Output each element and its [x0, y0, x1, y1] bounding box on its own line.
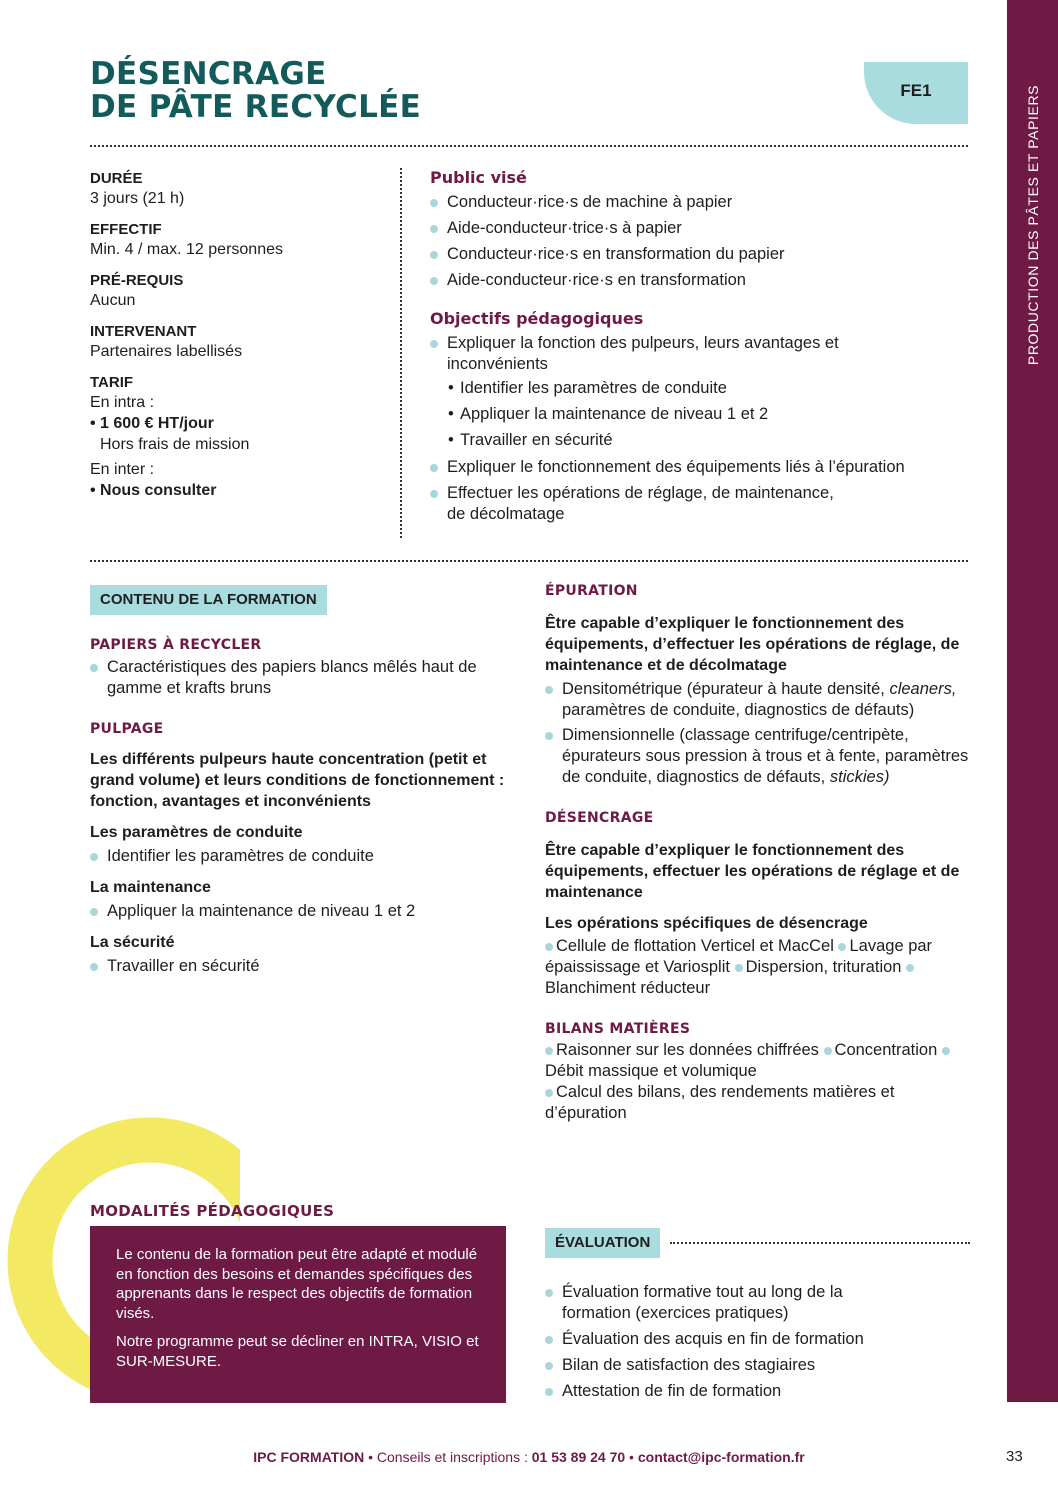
securite-list: [90, 956, 510, 977]
divider-top: [90, 145, 968, 147]
desencrage-heading: DÉSENCRAGE: [545, 810, 654, 826]
tarif-intra: En intra :: [90, 394, 155, 411]
evaluation-list: [545, 1282, 970, 1402]
evaluation-section: [545, 1228, 970, 1402]
footer-separator: •: [625, 1449, 638, 1465]
bullet-dot: [545, 1089, 553, 1097]
tarif-intra-price: • 1 600 € HT/jour: [90, 415, 214, 432]
prerequis-label: PRÉ-REQUIS: [90, 272, 184, 289]
inline-item: Débit massique et volumique: [545, 1062, 757, 1080]
papiers-heading: PAPIERS À RECYCLER: [90, 637, 262, 653]
list-item: [545, 725, 970, 788]
epuration-item-2a: Dimensionnelle (classage centrifuge/centripète, épurateurs sous pression à trous et à fente, paramètres de conduite, diagnostics de défauts,: [562, 726, 969, 786]
intervenant-label: INTERVENANT: [90, 323, 197, 340]
maintenance-list: [90, 901, 510, 922]
contenu-section: [90, 585, 510, 977]
title-line-1: DÉSENCRAGE: [90, 56, 327, 92]
tarif-inter: En inter :: [90, 461, 155, 478]
modalites-heading: MODALITÉS PÉDAGOGIQUES: [90, 1202, 335, 1220]
contenu-pill: CONTENU DE LA FORMATION: [90, 585, 327, 615]
footer-email[interactable]: contact@ipc-formation.fr: [637, 1449, 805, 1465]
bullet-dot: [906, 964, 914, 972]
list-item: Expliquer le fonctionnement des équipements liés à l’épuration: [430, 457, 990, 478]
epuration-item-1-italic: cleaners,: [889, 680, 957, 698]
epuration-list: [545, 679, 970, 788]
objectif-3-line1: Effectuer les opérations de réglage, de maintenance,: [447, 484, 834, 502]
objectifs-sub-list: [448, 375, 990, 453]
list-item: Travailler en sécurité: [90, 956, 510, 977]
objectifs-list: [430, 333, 920, 375]
list-item: Attestation de fin de formation: [545, 1381, 970, 1402]
modalites-para-2: Notre programme peut se décliner en INTRA, VISIO et SUR-MESURE.: [116, 1333, 479, 1370]
side-category-band: [1007, 0, 1058, 1402]
pulpage-heading: PULPAGE: [90, 721, 164, 737]
public-list: [430, 192, 990, 291]
effectif-label: EFFECTIF: [90, 221, 162, 238]
page-number: 33: [1006, 1448, 1023, 1465]
list-item: Aide-conducteur·trice·s à papier: [430, 218, 990, 239]
course-code-tab: [864, 62, 968, 124]
securite-heading: La sécurité: [90, 934, 175, 951]
list-item: Caractéristiques des papiers blancs mêlés haut de gamme et krafts bruns: [90, 657, 510, 699]
epuration-item-1a: Densitométrique (épurateur à haute densité,: [562, 680, 885, 698]
effectif-value: Min. 4 / max. 12 personnes: [90, 241, 283, 258]
page-title: [90, 58, 421, 124]
side-category-label: PRODUCTION DES PÂTES ET PAPIERS: [1024, 84, 1041, 366]
papiers-list: [90, 657, 510, 699]
objectifs-heading: Objectifs pédagogiques: [430, 309, 644, 328]
public-heading: Public visé: [430, 168, 527, 187]
list-item: Évaluation formative tout au long de la formation (exercices pratiques): [545, 1282, 882, 1324]
sub-item: • Appliquer la maintenance de niveau 1 et 2: [448, 401, 990, 427]
inline-item: Calcul des bilans, des rendements matières et d’épuration: [545, 1083, 895, 1122]
list-item: Conducteur·rice·s en transformation du papier: [430, 244, 990, 265]
inline-item: Dispersion, trituration: [745, 958, 902, 976]
list-item: Aide-conducteur·rice·s en transformation: [430, 270, 990, 291]
modalites-box: [90, 1226, 506, 1403]
footer-text: • Conseils et inscriptions :: [364, 1449, 532, 1465]
public-section: [430, 168, 990, 525]
duree-label: DURÉE: [90, 170, 143, 187]
conduite-list: [90, 846, 510, 867]
bilans-heading: BILANS MATIÈRES: [545, 1021, 691, 1037]
epuration-heading: ÉPURATION: [545, 583, 638, 599]
list-item: [430, 483, 990, 525]
bilans-inline-list: [545, 1040, 970, 1124]
epuration-description: Être capable d’expliquer le fonctionnement des équipements, d’effectuer les opérations de réglage, de maintenance et de décolmatage: [545, 615, 960, 674]
bullet-dot: [735, 964, 743, 972]
sub-item: • Travailler en sécurité: [448, 427, 990, 453]
epuration-item-2-italic: stickies): [829, 768, 890, 786]
desencrage-inline-list: [545, 936, 970, 999]
prerequis-value: Aucun: [90, 292, 136, 309]
list-item: Conducteur·rice·s de machine à papier: [430, 192, 990, 213]
epuration-section: [545, 583, 970, 1124]
footer-brand: IPC FORMATION: [253, 1449, 365, 1465]
tarif-label: TARIF: [90, 374, 134, 391]
bullet-dot: [545, 943, 553, 951]
conduite-heading: Les paramètres de conduite: [90, 824, 303, 841]
bullet-dot: [838, 943, 846, 951]
pulpage-description: Les différents pulpeurs haute concentration (petit et grand volume) et leurs conditions de fonctionnement : fonction, avantages et inconvénients: [90, 751, 505, 810]
list-item: Évaluation des acquis en fin de formation: [545, 1329, 970, 1350]
inline-item: Concentration: [834, 1041, 938, 1059]
duree-value: 3 jours (21 h): [90, 190, 185, 207]
bullet-dot: [942, 1047, 950, 1055]
inline-item: Blanchiment réducteur: [545, 979, 711, 997]
inline-item: Cellule de flottation Verticel et MacCel: [556, 937, 834, 955]
desencrage-sub-heading: Les opérations spécifiques de désencrage: [545, 915, 868, 932]
inline-item: Lavage par épaississage et Variosplit: [545, 937, 933, 976]
list-item: [545, 679, 970, 721]
footer: [0, 1449, 1058, 1465]
list-item: Identifier les paramètres de conduite: [90, 846, 510, 867]
desencrage-description: Être capable d’expliquer le fonctionnement des équipements, effectuer les opérations de réglage et de maintenance: [545, 842, 960, 901]
title-line-2: DE PÂTE RECYCLÉE: [90, 89, 422, 125]
sub-item: • Identifier les paramètres de conduite: [448, 375, 990, 401]
intervenant-value: Partenaires labellisés: [90, 343, 243, 360]
evaluation-divider: [670, 1242, 970, 1244]
course-code: FE1: [900, 81, 932, 100]
bullet-dot: [824, 1047, 832, 1055]
modalites-para-1: Le contenu de la formation peut être adapté et modulé en fonction des besoins et demandes spécifiques des apprenants dans le respect des objectifs de formation visés.: [116, 1246, 478, 1322]
list-item: Appliquer la maintenance de niveau 1 et 2: [90, 901, 510, 922]
divider-middle: [90, 560, 968, 562]
footer-phone[interactable]: 01 53 89 24 70: [531, 1449, 626, 1465]
inline-item: Raisonner sur les données chiffrées: [556, 1041, 819, 1059]
tarif-intra-note: Hors frais de mission: [100, 436, 250, 453]
tarif-inter-value: • Nous consulter: [90, 482, 217, 499]
maintenance-heading: La maintenance: [90, 879, 211, 896]
bullet-dot: [545, 1047, 553, 1055]
objectif-3-line2: de décolmatage: [447, 505, 565, 523]
evaluation-pill: ÉVALUATION: [545, 1228, 660, 1258]
list-item: Bilan de satisfaction des stagiaires: [545, 1355, 970, 1376]
epuration-item-1b: paramètres de conduite, diagnostics de défauts): [562, 701, 915, 719]
objectifs-list-2: [430, 457, 990, 525]
list-item: Expliquer la fonction des pulpeurs, leurs avantages et inconvénients: [430, 333, 920, 375]
info-column: [90, 170, 370, 501]
divider-vertical: [400, 168, 402, 538]
